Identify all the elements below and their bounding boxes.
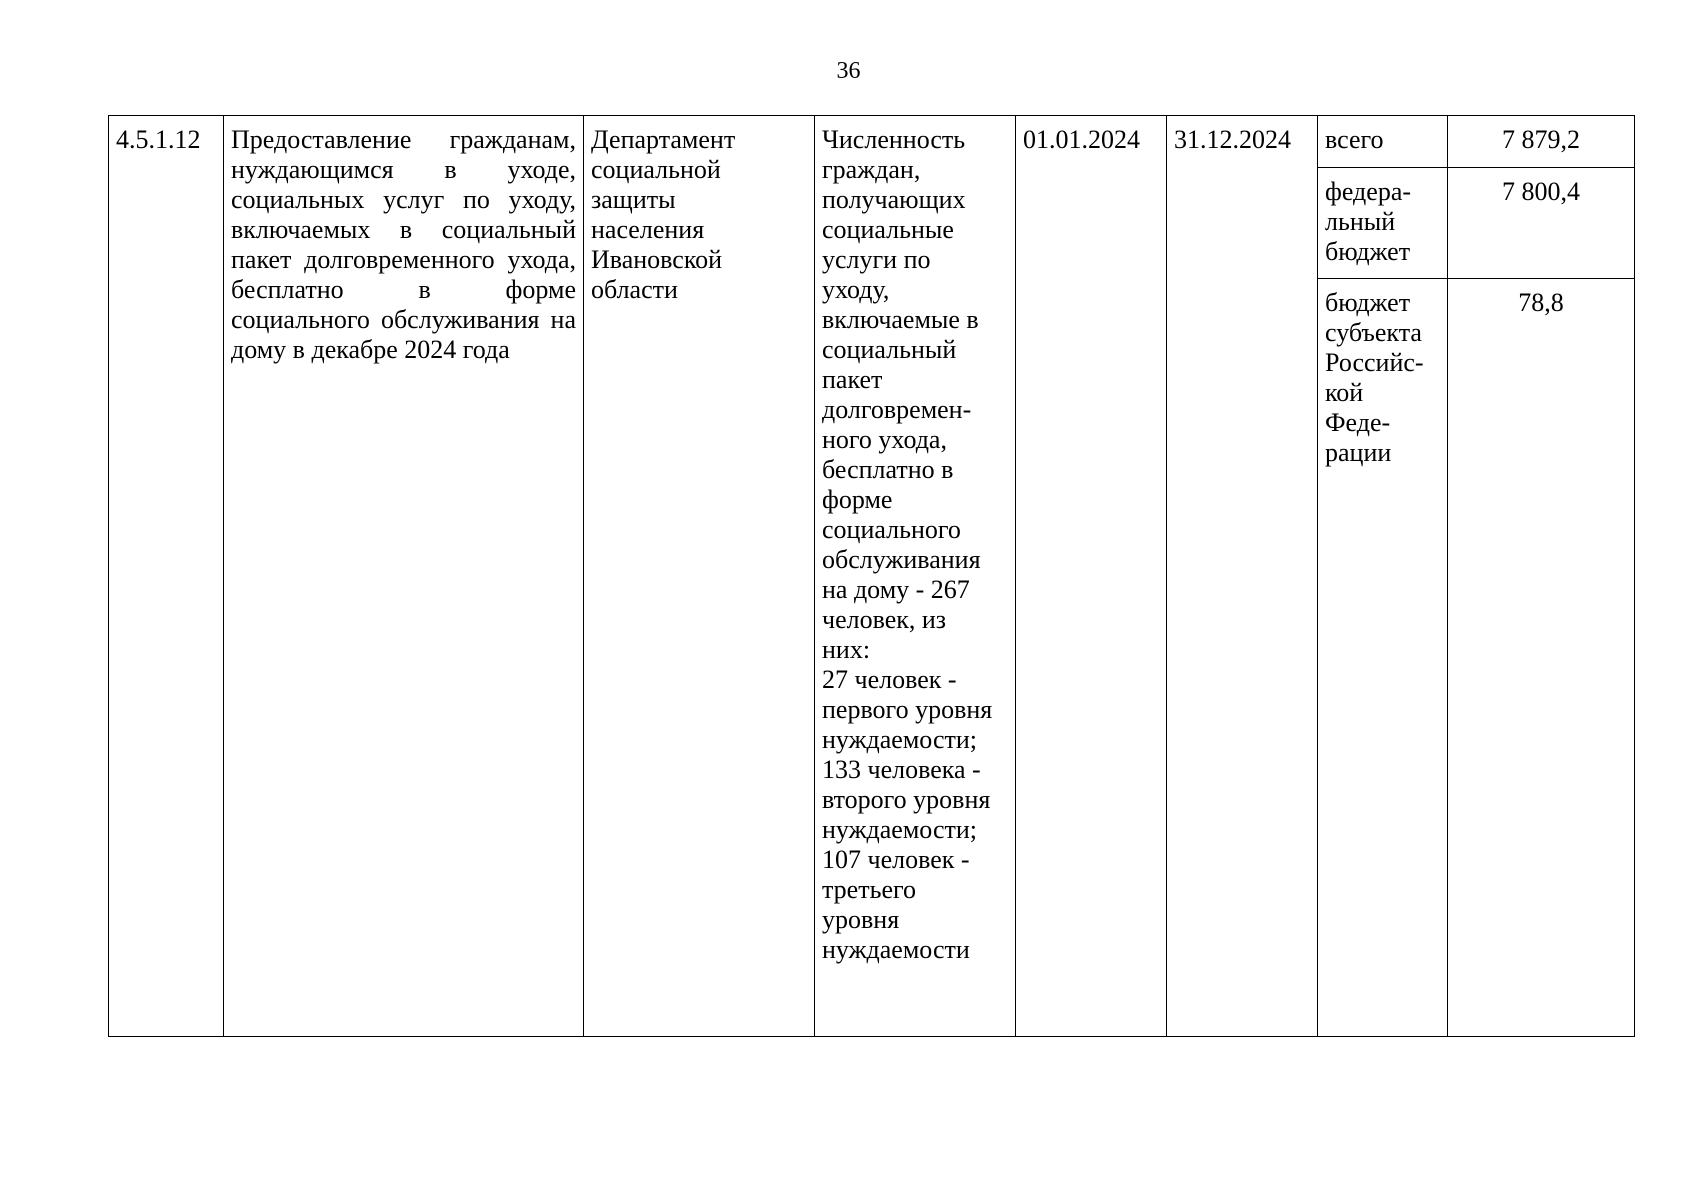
executor-cell: Департамент социальной защиты населения Ивановской области (584, 116, 815, 1037)
program-table (108, 115, 1635, 1037)
item-code-cell: 4.5.1.12 (109, 116, 224, 1037)
result-cell: Численность граждан, получающих социальные услуги по уходу, включаемые в социальный пакет долговремен- ного ухода, бесплатно в форме социального обслуживания на дому - 267 человек, из них: 27 человек - первого уровня нуждаемости; 133 человека - второго уровня нуждаемости; 107 человек - третьего уровня нуждаемости (815, 116, 1016, 1037)
funding-amount-regional: 78,8 (1448, 279, 1635, 1037)
funding-source-federal: федера- льный бюджет (1318, 168, 1448, 279)
event-cell: Предоставление гражданам, нуждающимся в уходе, социальных услуг по уходу, включаемых в социальный пакет долговременного ухода, бесплатно в форме социального обслуживания на дому в декабре 2024 года (224, 116, 584, 1037)
funding-source-total: всего (1318, 116, 1448, 168)
funding-amount-federal: 7 800,4 (1448, 168, 1635, 279)
table-row (109, 116, 1635, 168)
funding-source-regional: бюджет субъекта Российс- кой Феде- рации (1318, 279, 1448, 1037)
page-number: 36 (836, 58, 861, 84)
end-date-cell: 31.12.2024 (1167, 116, 1318, 1037)
start-date-cell: 01.01.2024 (1016, 116, 1167, 1037)
funding-amount-total: 7 879,2 (1448, 116, 1635, 168)
